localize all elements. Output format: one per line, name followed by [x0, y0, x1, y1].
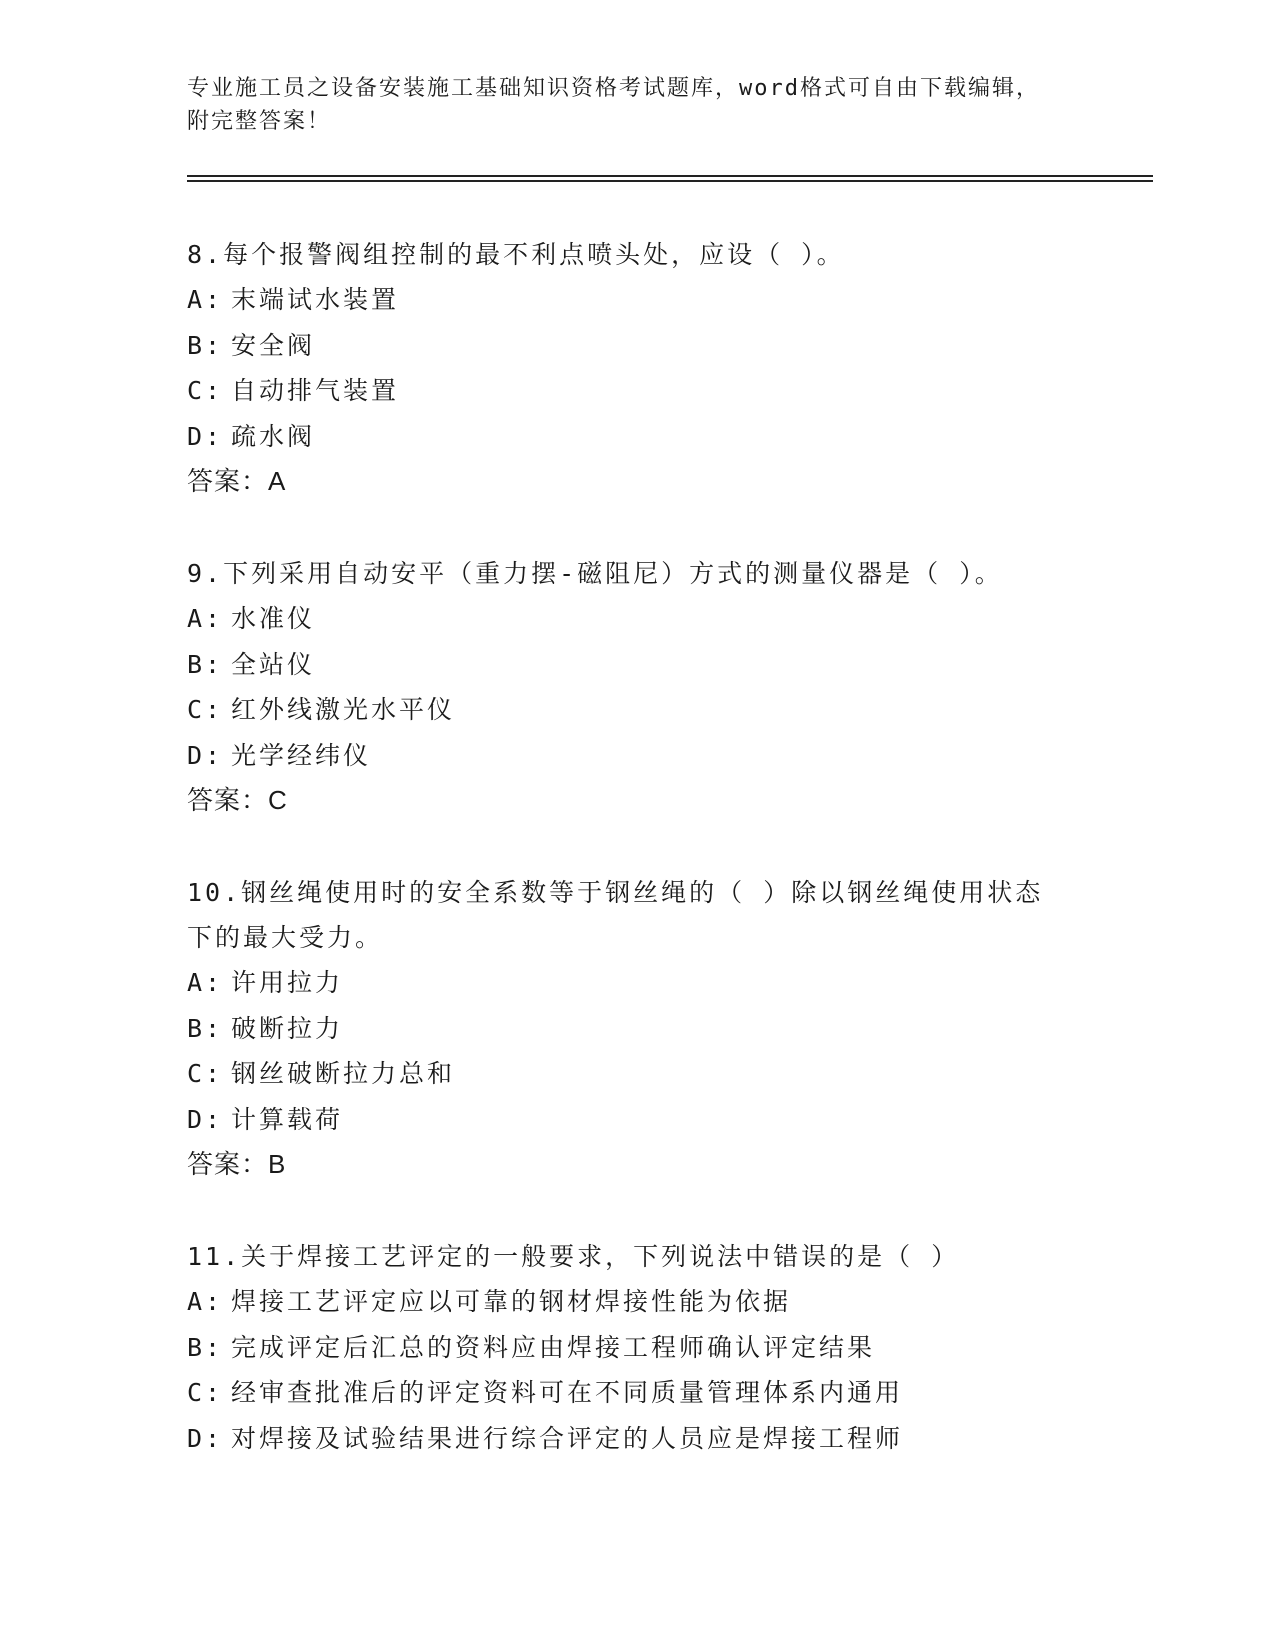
- option-key: D:: [187, 421, 224, 451]
- document-header: [187, 72, 1067, 138]
- header-line-1: 专业施工员之设备安装施工基础知识资格考试题库，word格式可自由下载编辑，: [187, 76, 1040, 101]
- option-key: A:: [187, 285, 224, 314]
- question-list: [187, 232, 1067, 1461]
- option-key: B:: [187, 649, 224, 679]
- question-option: [187, 1325, 1067, 1371]
- question-option: [187, 323, 1067, 369]
- option-text: 完成评定后汇总的资料应由焊接工程师确认评定结果: [231, 1332, 876, 1362]
- option-text: 光学经纬仪: [231, 740, 372, 770]
- question-option: [187, 960, 1067, 1006]
- question-stem: 11.关于焊接工艺评定的一般要求，下列说法中错误的是（ ）: [187, 1242, 960, 1271]
- question-spacer: [187, 1187, 1067, 1234]
- header-line-2: 附完整答案！: [187, 109, 332, 134]
- option-text: 红外线激光水平仪: [231, 695, 456, 724]
- option-key: B:: [187, 1013, 224, 1043]
- question-option: [187, 277, 1067, 323]
- option-text: 经审查批准后的评定资料可在不同质量管理体系内通用: [231, 1378, 904, 1407]
- answer-line: 答案：C: [187, 785, 288, 815]
- question-option: [187, 368, 1067, 414]
- question-stem: 8.每个报警阀组控制的最不利点喷头处，应设（ ）。: [187, 240, 845, 269]
- option-text: 钢丝破断拉力总和: [231, 1059, 456, 1088]
- option-key: B:: [187, 1332, 224, 1362]
- question-option: [187, 642, 1067, 688]
- option-text: 焊接工艺评定应以可靠的钢材焊接性能为依据: [231, 1287, 792, 1316]
- option-key: B:: [187, 330, 224, 360]
- question-spacer: [187, 504, 1067, 551]
- question-option: [187, 1370, 1067, 1416]
- option-key: D:: [187, 1104, 224, 1134]
- option-text: 破断拉力: [231, 1013, 344, 1043]
- question-option: [187, 1051, 1067, 1097]
- option-key: D:: [187, 740, 224, 770]
- question-option: [187, 1416, 1067, 1462]
- option-key: D:: [187, 1423, 224, 1453]
- question-option: [187, 1279, 1067, 1325]
- option-key: C:: [187, 1059, 224, 1088]
- question-item: [187, 1234, 1067, 1461]
- option-text: 对焊接及试验结果进行综合评定的人员应是焊接工程师: [231, 1423, 904, 1453]
- question-item: [187, 232, 1067, 504]
- question-item: [187, 551, 1067, 823]
- option-text: 许用拉力: [231, 968, 344, 997]
- question-option: [187, 1006, 1067, 1052]
- option-key: A:: [187, 968, 224, 997]
- question-stem: 9.下列采用自动安平（重力摆-磁阻尼）方式的测量仪器是（ ）。: [187, 559, 1003, 588]
- question-option: [187, 1097, 1067, 1143]
- option-key: C:: [187, 695, 224, 724]
- question-option: [187, 414, 1067, 460]
- header-divider-top: [187, 175, 1153, 177]
- question-option: [187, 687, 1067, 733]
- option-text: 全站仪: [231, 649, 316, 679]
- answer-line: 答案：A: [187, 466, 287, 496]
- question-spacer: [187, 823, 1067, 870]
- option-text: 水准仪: [231, 604, 316, 633]
- option-key: A:: [187, 604, 224, 633]
- option-key: C:: [187, 1378, 224, 1407]
- option-text: 末端试水装置: [231, 285, 400, 314]
- question-option: [187, 596, 1067, 642]
- header-divider-bottom: [187, 180, 1153, 182]
- answer-line: 答案：B: [187, 1149, 287, 1179]
- option-text: 自动排气装置: [231, 376, 400, 405]
- question-item: [187, 870, 1067, 1187]
- option-key: A:: [187, 1287, 224, 1316]
- option-text: 计算载荷: [231, 1104, 344, 1134]
- question-stem: 10.钢丝绳使用时的安全系数等于钢丝绳的（ ）除以钢丝绳使用状态: [187, 878, 1044, 907]
- question-stem: 下的最大受力。: [187, 923, 384, 952]
- option-text: 安全阀: [231, 330, 316, 360]
- question-option: [187, 733, 1067, 779]
- option-text: 疏水阀: [231, 421, 316, 451]
- option-key: C:: [187, 376, 224, 405]
